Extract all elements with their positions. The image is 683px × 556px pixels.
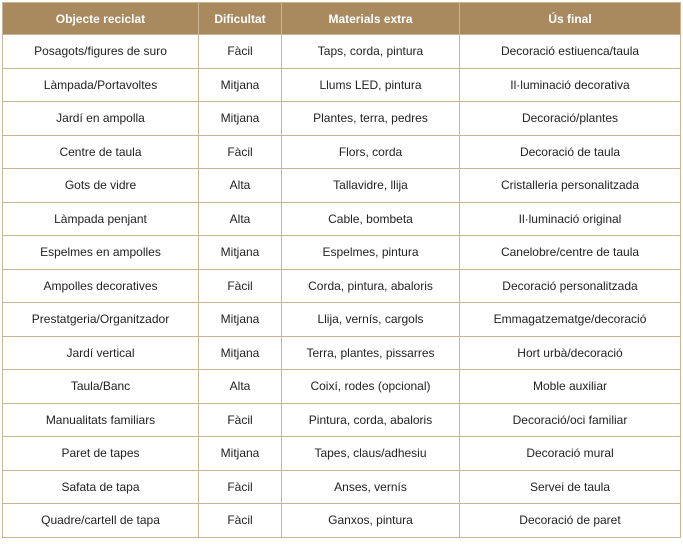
cell-materials: Espelmes, pintura	[282, 236, 460, 270]
cell-final-use: Moble auxiliar	[460, 370, 681, 404]
cell-difficulty: Mitjana	[199, 102, 282, 136]
cell-final-use: Hort urbà/decoració	[460, 336, 681, 370]
table-row	[3, 35, 681, 69]
cell-difficulty: Alta	[199, 169, 282, 203]
table-row	[3, 437, 681, 471]
cell-object: Làmpada penjant	[3, 202, 199, 236]
column-header-materials: Materials extra	[282, 3, 460, 35]
cell-difficulty: Fàcil	[199, 504, 282, 538]
table-row	[3, 504, 681, 538]
cell-difficulty: Fàcil	[199, 269, 282, 303]
cell-final-use: Decoració/oci familiar	[460, 403, 681, 437]
cell-difficulty: Fàcil	[199, 35, 282, 69]
table-row	[3, 303, 681, 337]
table-row	[3, 269, 681, 303]
cell-final-use: Il·luminació original	[460, 202, 681, 236]
cell-final-use: Decoració de paret	[460, 504, 681, 538]
cell-object: Taula/Banc	[3, 370, 199, 404]
cell-difficulty: Mitjana	[199, 68, 282, 102]
cell-final-use: Decoració estiuenca/taula	[460, 35, 681, 69]
cell-materials: Flors, corda	[282, 135, 460, 169]
table-row	[3, 169, 681, 203]
table-row	[3, 403, 681, 437]
cell-object: Làmpada/Portavoltes	[3, 68, 199, 102]
cell-difficulty: Fàcil	[199, 403, 282, 437]
cell-materials: Terra, plantes, pissarres	[282, 336, 460, 370]
cell-object: Jardí en ampolla	[3, 102, 199, 136]
table-row	[3, 336, 681, 370]
cell-materials: Llums LED, pintura	[282, 68, 460, 102]
cell-object: Prestatgeria/Organitzador	[3, 303, 199, 337]
cell-materials: Corda, pintura, abaloris	[282, 269, 460, 303]
cell-difficulty: Mitjana	[199, 336, 282, 370]
cell-final-use: Decoració/plantes	[460, 102, 681, 136]
cell-object: Manualitats familiars	[3, 403, 199, 437]
table-row	[3, 470, 681, 504]
cell-final-use: Servei de taula	[460, 470, 681, 504]
column-header-difficulty: Dificultat	[199, 3, 282, 35]
cell-difficulty: Alta	[199, 370, 282, 404]
cell-object: Safata de tapa	[3, 470, 199, 504]
cell-materials: Plantes, terra, pedres	[282, 102, 460, 136]
cell-difficulty: Alta	[199, 202, 282, 236]
cell-materials: Tallavidre, llija	[282, 169, 460, 203]
table-header	[3, 3, 681, 35]
cell-materials: Coixí, rodes (opcional)	[282, 370, 460, 404]
cell-materials: Pintura, corda, abaloris	[282, 403, 460, 437]
table-body	[3, 35, 681, 538]
cell-object: Centre de taula	[3, 135, 199, 169]
cell-object: Posagots/figures de suro	[3, 35, 199, 69]
cell-final-use: Cristalleria personalitzada	[460, 169, 681, 203]
cell-difficulty: Fàcil	[199, 470, 282, 504]
table-row	[3, 370, 681, 404]
table-row	[3, 68, 681, 102]
cell-final-use: Decoració de taula	[460, 135, 681, 169]
cell-materials: Llija, vernís, cargols	[282, 303, 460, 337]
cell-final-use: Canelobre/centre de taula	[460, 236, 681, 270]
cell-materials: Cable, bombeta	[282, 202, 460, 236]
header-row	[3, 3, 681, 35]
cell-final-use: Il·luminació decorativa	[460, 68, 681, 102]
cell-final-use: Decoració mural	[460, 437, 681, 471]
cell-final-use: Emmagatzematge/decoració	[460, 303, 681, 337]
recycling-table	[2, 2, 681, 538]
cell-difficulty: Mitjana	[199, 303, 282, 337]
column-header-final-use: Ús final	[460, 3, 681, 35]
cell-difficulty: Mitjana	[199, 437, 282, 471]
cell-object: Paret de tapes	[3, 437, 199, 471]
cell-object: Jardí vertical	[3, 336, 199, 370]
cell-materials: Tapes, claus/adhesiu	[282, 437, 460, 471]
cell-object: Gots de vidre	[3, 169, 199, 203]
cell-materials: Taps, corda, pintura	[282, 35, 460, 69]
cell-difficulty: Fàcil	[199, 135, 282, 169]
table-row	[3, 236, 681, 270]
cell-final-use: Decoració personalitzada	[460, 269, 681, 303]
recycling-table-container	[2, 2, 681, 538]
table-row	[3, 135, 681, 169]
cell-materials: Anses, vernís	[282, 470, 460, 504]
table-row	[3, 102, 681, 136]
column-header-object: Objecte reciclat	[3, 3, 199, 35]
cell-object: Ampolles decoratives	[3, 269, 199, 303]
cell-materials: Ganxos, pintura	[282, 504, 460, 538]
cell-difficulty: Mitjana	[199, 236, 282, 270]
table-row	[3, 202, 681, 236]
cell-object: Espelmes en ampolles	[3, 236, 199, 270]
cell-object: Quadre/cartell de tapa	[3, 504, 199, 538]
